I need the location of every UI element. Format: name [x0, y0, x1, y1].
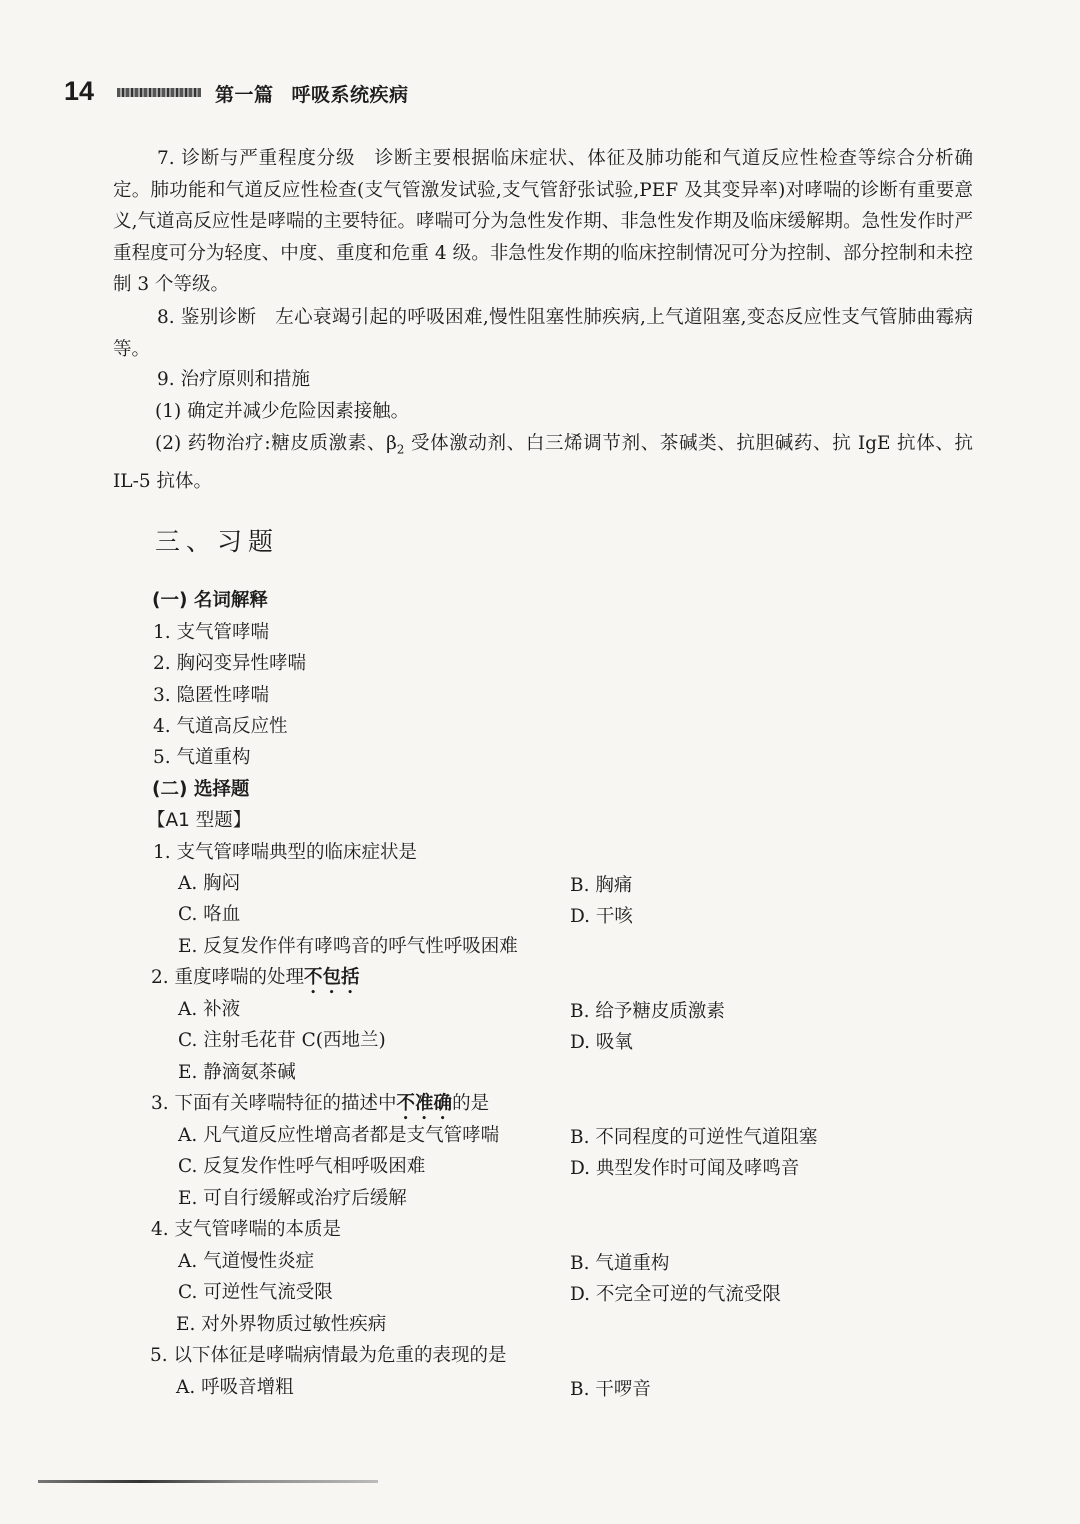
option-b: B. 不同程度的可逆性气道阻塞: [570, 1127, 818, 1148]
term-item: 1. 支气管哮喘: [153, 622, 270, 643]
term-item: 5. 气道重构: [153, 747, 251, 768]
emphasized-text: 不包括: [304, 967, 360, 988]
option-c: C. 注射毛花苷 C(西地兰): [178, 1030, 386, 1051]
paragraph-diagnosis: 7. 诊断与严重程度分级 诊断主要根据临床症状、体征及肺功能和气道反应性检查等综合分析确定。肺功能和气道反应性检查(支气管激发试验,支气管舒张试验,PEF 及其变异率)对哮喘的诊断有重要意义,气道高反应性是哮喘的主要特征。哮喘可分为急性发作期、非急性发作期及临床缓解期。急性发作时严重程度可分为轻度、中度、重度和危重 4 级。非急性发作期的临床控制情况可分为控制、部分控制和未控制 3 个等级。: [113, 148, 973, 295]
option-c: C. 可逆性气流受限: [178, 1282, 333, 1303]
option-e: E. 静滴氨茶碱: [178, 1062, 296, 1083]
section-title: 三、习题: [155, 527, 280, 556]
option-c: C. 反复发作性呼气相呼吸困难: [178, 1156, 426, 1177]
question-stem: 5. 以下体征是哮喘病情最为危重的表现的是: [150, 1345, 507, 1366]
question-stem: 3. 下面有关哮喘特征的描述中不准确的是: [151, 1093, 490, 1114]
paragraph-differential: 8. 鉴别诊断 左心衰竭引起的呼吸困难,慢性阻塞性肺疾病,上气道阻塞,变态反应性支气管肺曲霉病等。: [113, 307, 973, 360]
question-stem: 2. 重度哮喘的处理不包括: [151, 967, 360, 988]
option-a: A. 气道慢性炎症: [178, 1251, 315, 1272]
option-d: D. 典型发作时可闻及哮鸣音: [570, 1158, 800, 1179]
terms-heading: (一) 名词解释: [152, 590, 268, 611]
paragraph-treatment-heading: 9. 治疗原则和措施: [157, 369, 311, 390]
option-e: E. 可自行缓解或治疗后缓解: [178, 1188, 407, 1209]
term-item: 3. 隐匿性哮喘: [153, 685, 270, 706]
option-a: A. 补液: [178, 999, 241, 1020]
question-stem: 1. 支气管哮喘典型的临床症状是: [153, 842, 418, 863]
choice-heading: (二) 选择题: [152, 779, 250, 800]
option-b: B. 给予糖皮质激素: [570, 1001, 725, 1022]
option-d: D. 吸氧: [570, 1032, 633, 1053]
option-b: B. 气道重构: [570, 1253, 670, 1274]
option-e: E. 反复发作伴有哮鸣音的呼气性呼吸困难: [178, 936, 518, 957]
header-part: 第一篇: [215, 84, 274, 106]
paragraph-treatment-2: (2) 药物治疗:糖皮质激素、$\beta_2$ 受体激动剂、白三烯调节剂、茶碱类、抗胆碱药、抗 IgE 抗体、抗 IL-5 抗体。: [113, 433, 973, 493]
page-number: 14: [64, 76, 95, 106]
emphasized-text: 不准确: [396, 1093, 453, 1114]
question-stem: 4. 支气管哮喘的本质是: [151, 1219, 342, 1240]
term-item: 4. 气道高反应性: [153, 716, 288, 737]
option-a: A. 胸闷: [178, 873, 241, 894]
option-b: B. 干啰音: [570, 1379, 651, 1400]
option-d: D. 干咳: [570, 906, 633, 927]
option-a: A. 呼吸音增粗: [176, 1377, 294, 1398]
option-c: C. 咯血: [178, 904, 241, 925]
option-a: A. 凡气道反应性增高者都是支气管哮喘: [178, 1125, 500, 1146]
option-b: B. 胸痛: [570, 875, 633, 896]
header-ornament: [117, 88, 201, 97]
term-item: 2. 胸闷变异性哮喘: [153, 653, 307, 674]
paragraph-treatment-1: (1) 确定并减少危险因素接触。: [155, 401, 410, 422]
option-e: E. 对外界物质过敏性疾病: [176, 1314, 387, 1335]
header-chapter-title: 呼吸系统疾病: [291, 84, 409, 106]
footer-rule: [38, 1480, 378, 1483]
question-type-heading: 【A1 型题】: [147, 810, 252, 831]
option-d: D. 不完全可逆的气流受限: [570, 1284, 781, 1305]
running-header: [215, 80, 409, 107]
